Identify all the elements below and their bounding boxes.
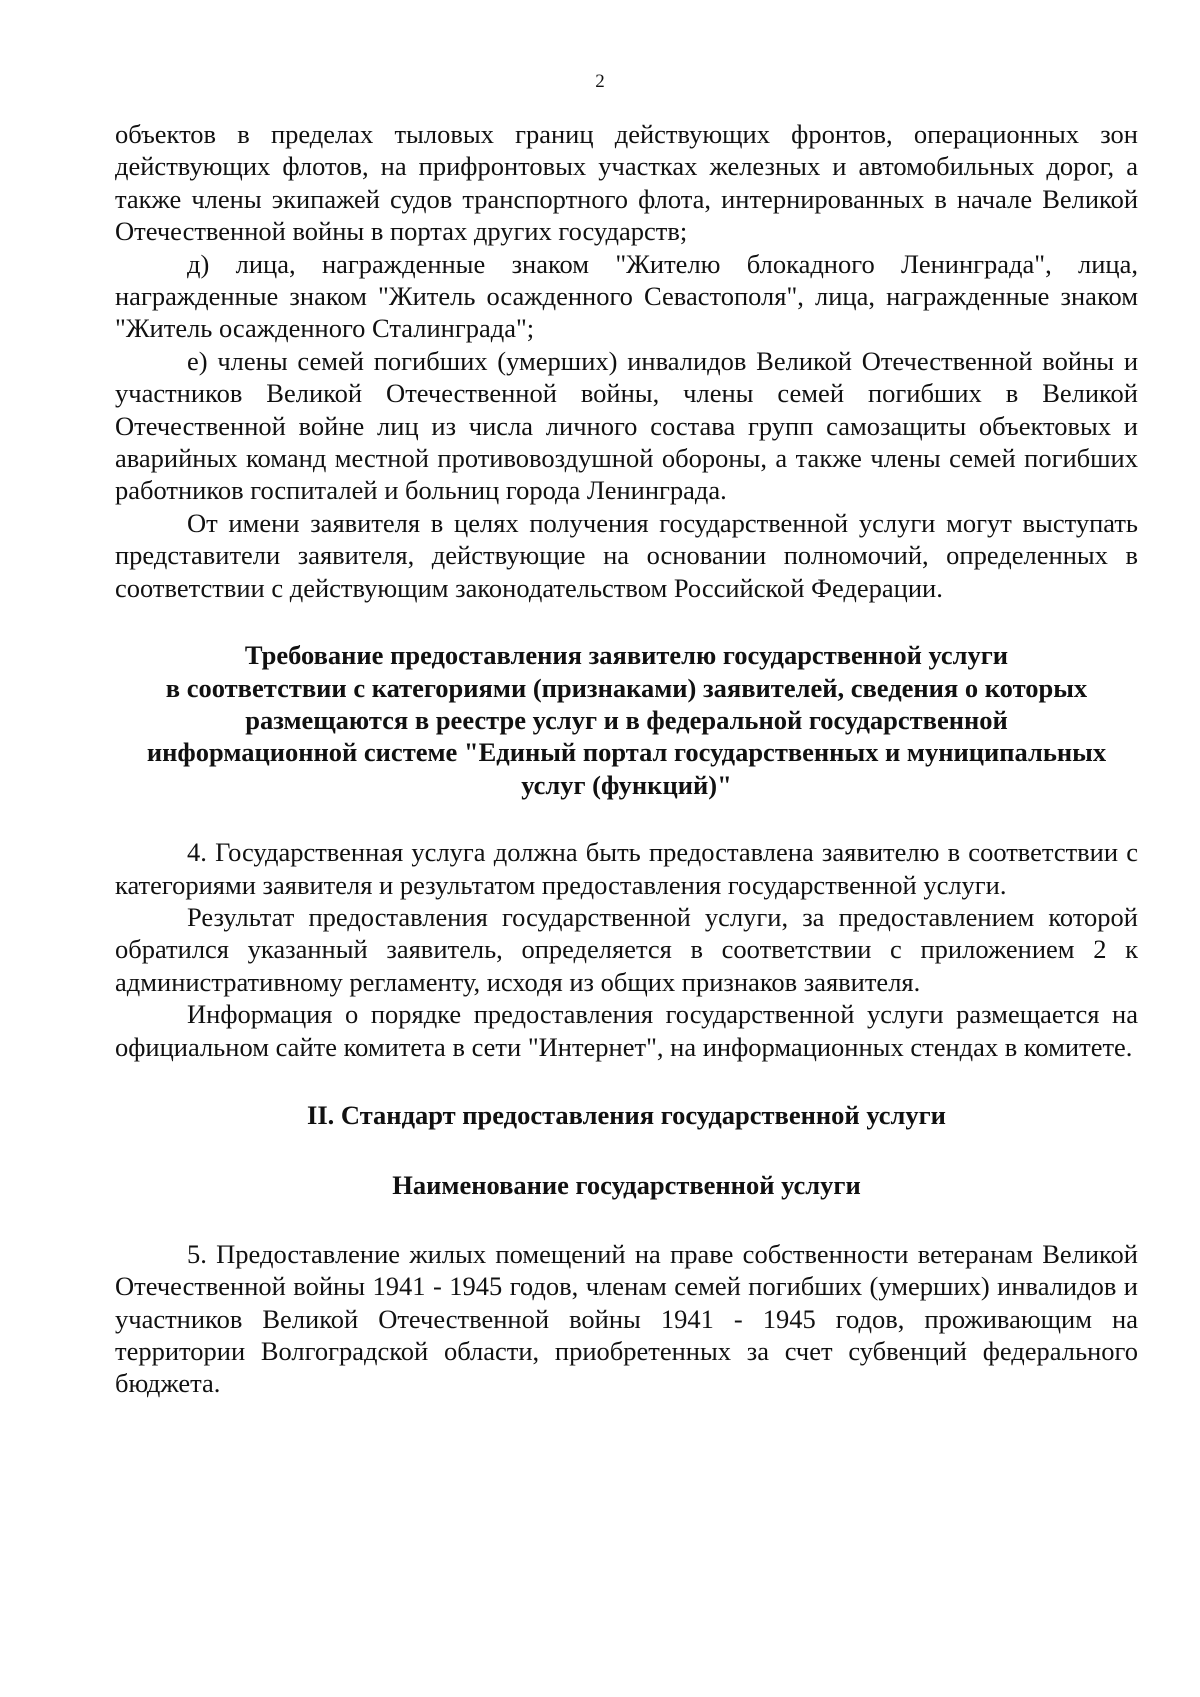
requirement-heading-line: Требование предоставления заявителю государственной услуги: [244, 640, 1009, 671]
paragraph-representatives: От имени заявителя в целях получения государственной услуги могут выступать представители заявителя, действующие на основании полномочий, определенных в соответствии с действующим законодательством Российской Федерации.: [115, 507, 1138, 603]
requirement-heading-line: услуг (функций)": [521, 769, 732, 800]
document-body: [115, 118, 1138, 1400]
subsection-heading: Наименование государственной услуги: [392, 1170, 861, 1201]
requirement-heading-line: размещаются в реестре услуг и в федеральной государственной: [245, 704, 1008, 735]
paragraph-5: 5. Предоставление жилых помещений на праве собственности ветеранам Великой Отечественной войны 1941 - 1945 годов, членам семей погибших (умерших) инвалидов и участников Великой Отечественной войны 1941 - 1945 годов, проживающим на территории Волгоградской области, приобретенных за счет субвенций федерального бюджета.: [115, 1238, 1138, 1399]
page-number: 2: [595, 71, 605, 92]
paragraph-continuation: объектов в пределах тыловых границ действующих фронтов, операционных зон действующих флотов, на прифронтовых участках железных и автомобильных дорог, а также члены экипажей судов транспортного флота, интернированных в начале Великой Отечественной войны в портах других государств;: [115, 119, 1138, 247]
requirement-heading-line: в соответствии с категориями (признаками) заявителей, сведения о которых: [165, 672, 1088, 703]
paragraph-result: Результат предоставления государственной услуги, за предоставлением которой обратился указанный заявитель, определяется в соответствии с приложением 2 к административному регламенту, исходя из общих признаков заявителя.: [115, 901, 1138, 997]
requirement-heading-line: информационной системе "Единый портал государственных и муниципальных: [146, 737, 1107, 768]
section-heading: II. Стандарт предоставления государственной услуги: [307, 1099, 946, 1130]
paragraph-4: 4. Государственная услуга должна быть предоставлена заявителю в соответствии с категориями заявителя и результатом предоставления государственной услуги.: [115, 837, 1138, 900]
paragraph-item-e: е) члены семей погибших (умерших) инвалидов Великой Отечественной войны и участников Великой Отечественной войны, члены семей погибших в Великой Отечественной войне лиц из числа личного состава групп самозащиты объектовых и аварийных команд местной противовоздушной обороны, а также члены семей погибших работников госпиталей и больниц города Ленинграда.: [115, 345, 1138, 506]
requirement-heading: [115, 639, 1138, 801]
paragraph-information: Информация о порядке предоставления государственной услуги размещается на официальном сайте комитета в сети "Интернет", на информационных стендах в комитете.: [115, 999, 1138, 1062]
paragraph-item-d: д) лица, награжденные знаком "Жителю блокадного Ленинграда", лица, награжденные знаком "Житель осажденного Севастополя", лица, награжденные знаком "Житель осажденного Сталинграда";: [115, 248, 1138, 344]
